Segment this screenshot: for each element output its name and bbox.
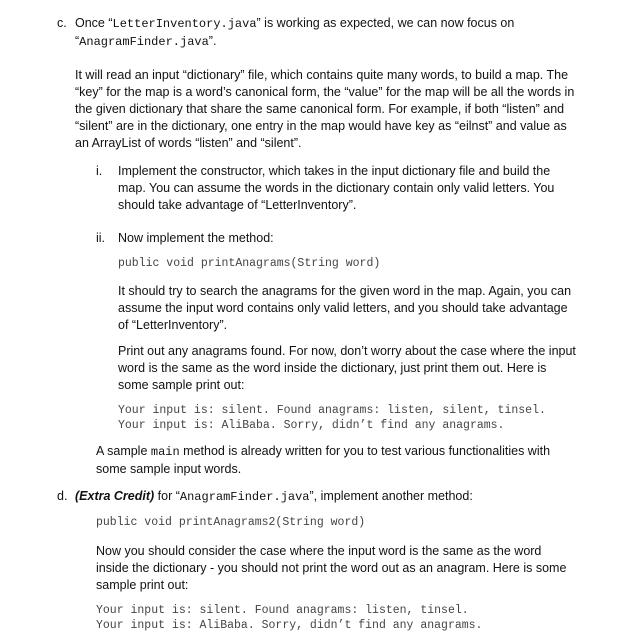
item-d-marker: d. [57, 489, 68, 503]
item-d-sample-output-1: Your input is: silent. Found anagrams: listen, tinsel. [96, 604, 469, 617]
sub-i-marker: i. [96, 164, 103, 178]
item-c-sub-ii [96, 230, 566, 247]
item-c-intro-text: Once “ [75, 16, 113, 30]
sub-ii-marker: ii. [96, 231, 106, 245]
item-c-marker: c. [57, 16, 67, 30]
item-d-paragraph: Now you should consider the case where the input word is the same as the word inside the dictionary - you should not print the word out as an anagram. Here is some sample print out: [96, 544, 567, 592]
item-c-sub-i [96, 163, 566, 214]
item-c-intro-code-letterinventory: LetterInventory.java [112, 17, 257, 31]
sub-ii-heading: Now implement the method: [118, 231, 274, 245]
sub-ii-paragraph-1: It should try to search the anagrams for the given word in the map. Again, you can assume the input word contains only valid letters, and you should take advantage of “LetterInventory”. [118, 284, 572, 332]
item-d-sample-output-2: Your input is: AliBaba. Sorry, didn’t find any anagrams. [96, 619, 483, 632]
item-c-closing-text: method is already written for you to test various functionalities with some sample input words. [96, 444, 551, 476]
sub-i-text: Implement the constructor, which takes in the input dictionary file and build the map. You can assume the words in the dictionary contain only valid letters. You should take advantage of “LetterInventory”. [118, 164, 555, 212]
item-d-intro [57, 488, 577, 506]
item-d-intro-text: for “ [154, 489, 180, 503]
item-c-closing-code-main: main [150, 445, 180, 459]
item-c-closing-text: A sample [96, 444, 151, 458]
item-c-paragraph: It will read an input “dictionary” file, which contains quite many words, to build a map. The “key” for the map is a word’s canonical form, the “value” for the map will be all the words in the given dictionary that share the same canonical form. For example, if both “listen” and “silent” are in the dictionary, one entry in the map would have key as “eilnst” and value as an ArrayList of words “listen” and “silent”. [75, 68, 575, 150]
item-c-intro-code-anagramfinder: AnagramFinder.java [79, 35, 209, 49]
sub-ii-paragraph-2: Print out any anagrams found. For now, don’t worry about the case where the input word is the same as the word inside the dictionary, just print them out. Here is some sample print out: [118, 344, 576, 392]
item-c-intro-text: ” is working as expected, we can now focus on [256, 16, 515, 30]
item-c-intro-text: “ [75, 34, 80, 48]
item-d-intro-text: ”, implement another method: [309, 489, 473, 503]
sub-ii-sample-output-1: Your input is: silent. Found anagrams: listen, silent, tinsel. [118, 404, 546, 417]
item-c-closing [96, 443, 566, 478]
item-d-method-signature: public void printAnagrams2(String word) [96, 516, 366, 529]
sub-ii-method-signature: public void printAnagrams(String word) [118, 257, 381, 270]
item-c-intro-text: ”. [208, 34, 217, 48]
item-d-extra-credit-label: (Extra Credit) [75, 489, 155, 503]
sub-ii-sample-output-2: Your input is: AliBaba. Sorry, didn’t find any anagrams. [118, 419, 505, 432]
item-d-intro-code-anagramfinder: AnagramFinder.java [179, 490, 310, 504]
item-c-intro [57, 15, 557, 51]
